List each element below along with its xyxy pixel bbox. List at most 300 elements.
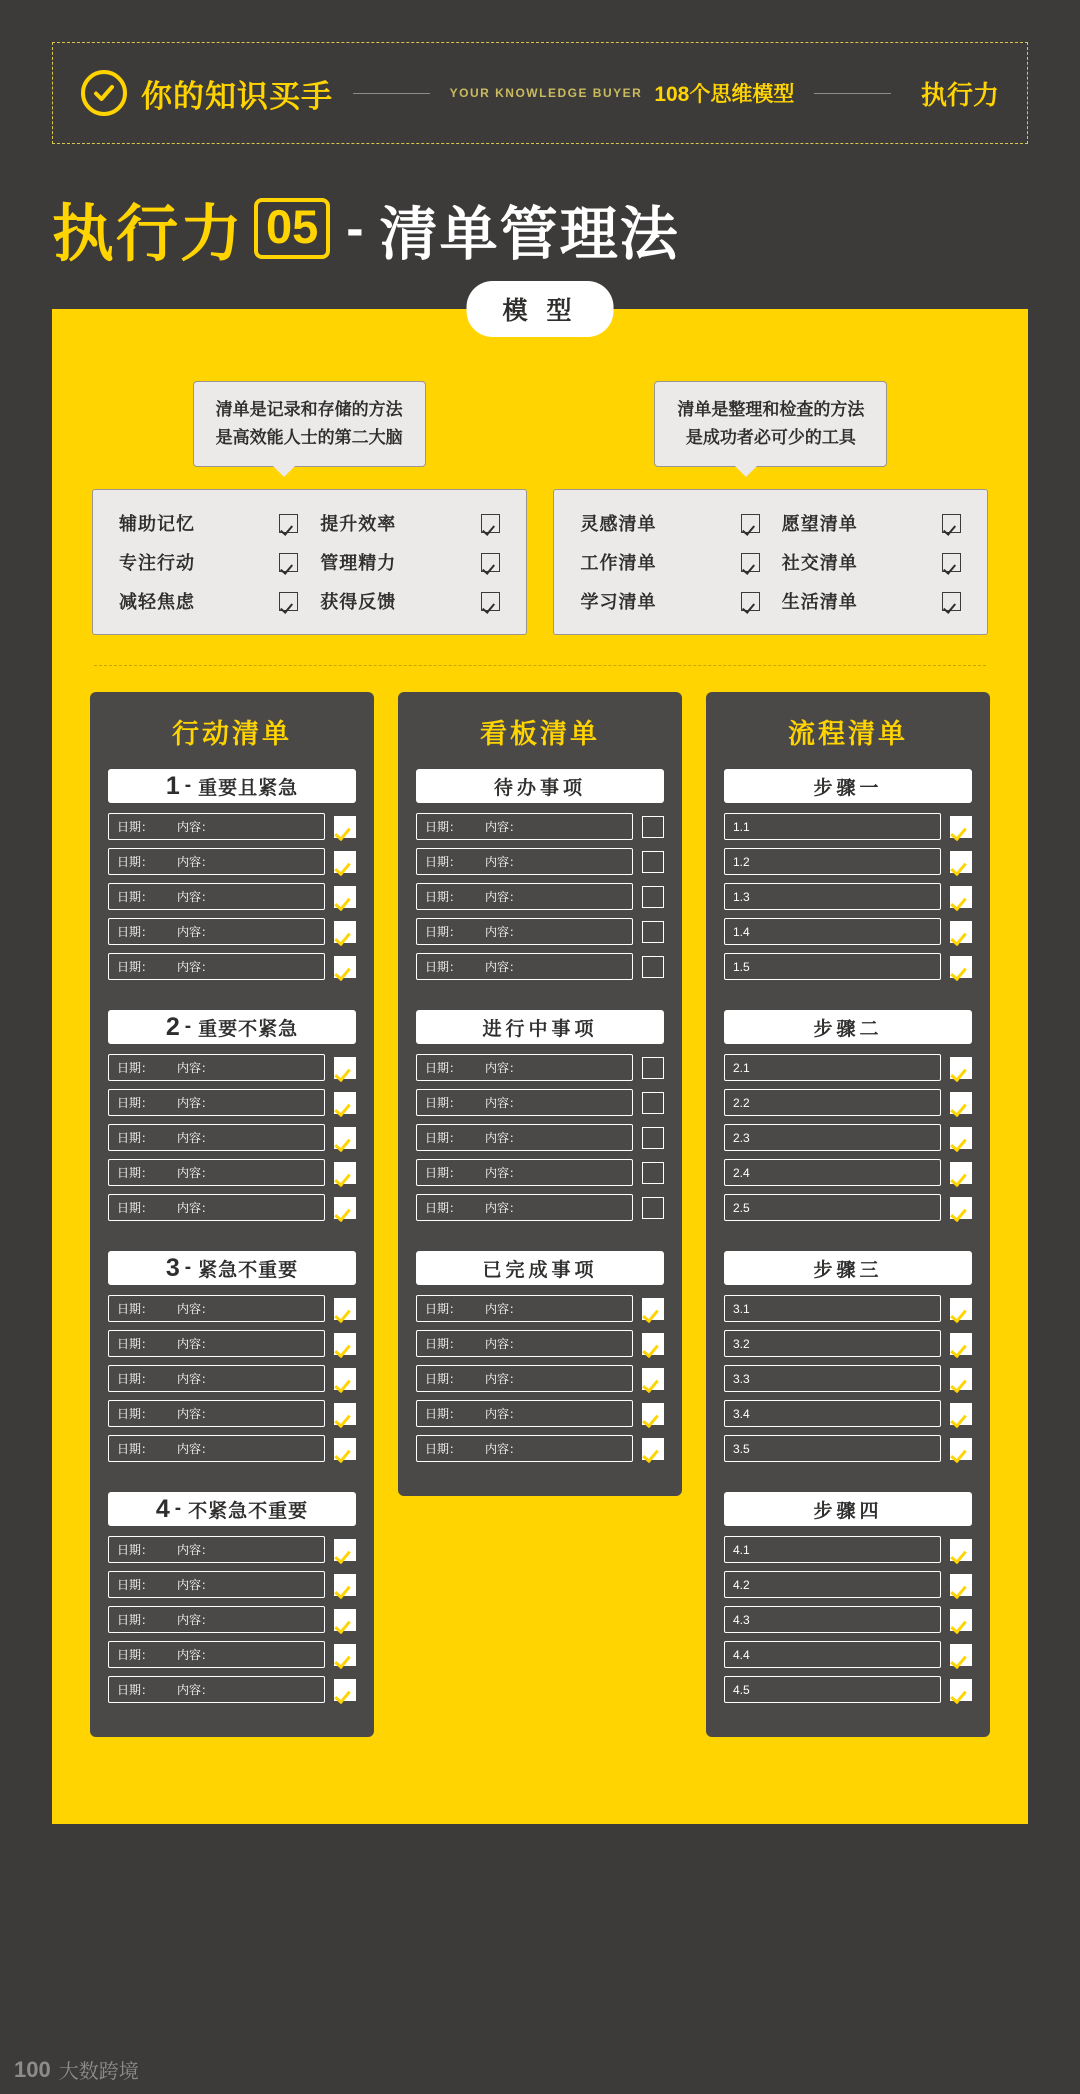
row-checkbox-icon[interactable]	[642, 921, 664, 943]
checklist-row[interactable]	[108, 1124, 356, 1151]
checkbox-icon[interactable]	[942, 553, 961, 572]
row-checkbox-icon[interactable]	[950, 851, 972, 873]
checklist-input[interactable]	[108, 953, 325, 980]
checklist-input[interactable]	[724, 1194, 941, 1221]
row-content-label: 内容：	[177, 1302, 214, 1317]
row-date-label: 日期：	[117, 1096, 154, 1111]
checklist-row[interactable]	[416, 953, 664, 980]
checklist-row[interactable]	[724, 1054, 972, 1081]
checklist-input[interactable]	[724, 953, 941, 980]
checklist-row[interactable]	[724, 1571, 972, 1598]
row-date-label: 日期：	[425, 1442, 462, 1457]
row-content-label: 内容：	[485, 890, 522, 905]
checklist-row[interactable]	[724, 883, 972, 910]
checklist-input[interactable]	[108, 1330, 325, 1357]
checklist-input[interactable]	[724, 1054, 941, 1081]
checkbox-item[interactable]	[119, 549, 298, 575]
benefits-card	[92, 489, 527, 635]
checklist-row[interactable]	[416, 918, 664, 945]
page-title-number: 05	[254, 198, 330, 259]
checklist-input[interactable]	[416, 883, 633, 910]
checklist-row[interactable]	[108, 953, 356, 980]
checklist-input[interactable]	[416, 1400, 633, 1427]
page-title-dash: -	[346, 199, 364, 258]
checkbox-icon[interactable]	[741, 553, 760, 572]
column-title: 行动清单	[172, 719, 292, 750]
row-checkbox-icon[interactable]	[642, 956, 664, 978]
section-dash: -	[184, 1257, 193, 1279]
checkbox-item[interactable]	[320, 549, 499, 575]
row-date-label: 日期：	[117, 1372, 154, 1387]
bubble-line-1: 清单是记录和存储的方法	[215, 400, 403, 419]
checklist-row[interactable]	[108, 813, 356, 840]
checklist-row[interactable]	[416, 1400, 664, 1427]
checklist-row[interactable]	[416, 883, 664, 910]
checklist-row[interactable]	[108, 1536, 356, 1563]
checklist-input[interactable]	[724, 1089, 941, 1116]
row-checkbox-icon[interactable]	[950, 886, 972, 908]
checklist-input[interactable]	[416, 1089, 633, 1116]
checkbox-item[interactable]	[119, 588, 298, 614]
checklist-row[interactable]	[416, 1435, 664, 1462]
row-checkbox-icon[interactable]	[334, 956, 356, 978]
checkbox-item[interactable]	[782, 510, 961, 536]
checklist-row[interactable]	[724, 848, 972, 875]
checklist-row[interactable]	[108, 1295, 356, 1322]
row-checkbox-icon[interactable]	[950, 1197, 972, 1219]
checklist-row[interactable]	[416, 813, 664, 840]
row-number-label: 2.4	[733, 1165, 750, 1180]
row-checkbox-icon[interactable]	[334, 1057, 356, 1079]
checklist-input[interactable]	[724, 1571, 941, 1598]
checklist-row[interactable]	[108, 1435, 356, 1462]
checklist-input[interactable]	[108, 1641, 325, 1668]
row-date-label: 日期：	[117, 1578, 154, 1593]
section-label: 步骤四	[813, 1500, 883, 1522]
checkbox-item[interactable]	[580, 549, 759, 575]
row-checkbox-icon[interactable]	[334, 921, 356, 943]
row-checkbox-icon[interactable]	[950, 1644, 972, 1666]
checklist-row[interactable]	[108, 1641, 356, 1668]
row-checkbox-icon[interactable]	[334, 1127, 356, 1149]
checklist-row[interactable]	[416, 1089, 664, 1116]
checklist-input[interactable]	[724, 1330, 941, 1357]
checklist-input[interactable]	[724, 848, 941, 875]
checkbox-item[interactable]	[580, 588, 759, 614]
checklist-row[interactable]	[108, 1571, 356, 1598]
checklist-row[interactable]	[724, 1435, 972, 1462]
row-number-label: 1.3	[733, 889, 750, 904]
row-date-label: 日期：	[117, 1407, 154, 1422]
checklist-input[interactable]	[724, 1295, 941, 1322]
checklist-input[interactable]	[416, 848, 633, 875]
checkbox-icon[interactable]	[279, 553, 298, 572]
row-checkbox-icon[interactable]	[950, 1679, 972, 1701]
row-date-label: 日期：	[117, 925, 154, 940]
row-number-label: 4.3	[733, 1612, 750, 1627]
checklist-input[interactable]	[724, 1676, 941, 1703]
panel-divider	[94, 665, 986, 666]
checklist-input[interactable]	[416, 1365, 633, 1392]
row-date-label: 日期：	[117, 1683, 154, 1698]
row-number-label: 4.4	[733, 1647, 750, 1662]
row-number-label: 4.1	[733, 1542, 750, 1557]
row-checkbox-icon[interactable]	[950, 1609, 972, 1631]
header-divider-left	[353, 93, 430, 94]
checklist-row[interactable]	[108, 1330, 356, 1357]
checklist-input[interactable]	[108, 883, 325, 910]
section-dash: -	[184, 775, 193, 797]
section-spacer	[108, 1470, 356, 1492]
row-checkbox-icon[interactable]	[642, 1092, 664, 1114]
checkbox-item[interactable]	[782, 588, 961, 614]
row-date-label: 日期：	[425, 1407, 462, 1422]
row-checkbox-icon[interactable]	[950, 1162, 972, 1184]
checklist-row[interactable]	[108, 848, 356, 875]
row-checkbox-icon[interactable]	[950, 956, 972, 978]
row-checkbox-icon[interactable]	[334, 1574, 356, 1596]
row-date-label: 日期：	[117, 820, 154, 835]
checklist-row[interactable]	[108, 1089, 356, 1116]
checkbox-label: 专注行动	[119, 553, 195, 574]
checklist-input[interactable]	[416, 918, 633, 945]
row-content-label: 内容：	[177, 855, 214, 870]
checklist-input[interactable]	[108, 1295, 325, 1322]
checklist-row[interactable]	[724, 1676, 972, 1703]
row-checkbox-icon[interactable]	[334, 1679, 356, 1701]
row-checkbox-icon[interactable]	[950, 921, 972, 943]
checklist-row[interactable]	[416, 1194, 664, 1221]
section-label: 紧急不重要	[198, 1259, 299, 1281]
checklist-input[interactable]	[416, 1435, 633, 1462]
row-date-label: 日期：	[425, 1061, 462, 1076]
row-date-label: 日期：	[117, 1648, 154, 1663]
checklist-input[interactable]	[724, 1641, 941, 1668]
checkbox-icon[interactable]	[279, 514, 298, 533]
checkbox-label: 减轻焦虑	[119, 592, 195, 613]
section-label: 步骤二	[813, 1018, 883, 1040]
row-number-label: 2.3	[733, 1130, 750, 1145]
checklist-column	[90, 692, 374, 1737]
row-content-label: 内容：	[177, 925, 214, 940]
checklist-input[interactable]	[416, 813, 633, 840]
bubble-row	[90, 367, 990, 467]
checklist-row[interactable]	[724, 1089, 972, 1116]
checklist-input[interactable]	[416, 1054, 633, 1081]
checklist-input[interactable]	[108, 1159, 325, 1186]
checkbox-card-row	[90, 489, 990, 635]
checkbox-label: 愿望清单	[781, 514, 858, 535]
row-date-label: 日期：	[117, 1201, 154, 1216]
checklist-input[interactable]	[108, 1054, 325, 1081]
checklist-input[interactable]	[108, 1606, 325, 1633]
section-spacer	[108, 988, 356, 1010]
checkbox-icon[interactable]	[741, 514, 760, 533]
checklist-input[interactable]	[416, 1330, 633, 1357]
checklist-input[interactable]	[416, 1159, 633, 1186]
checklist-row[interactable]	[724, 1295, 972, 1322]
checklist-row[interactable]	[724, 1400, 972, 1427]
checklist-input[interactable]	[108, 1194, 325, 1221]
row-number-label: 2.1	[733, 1060, 750, 1075]
row-checkbox-icon[interactable]	[334, 1539, 356, 1561]
watermark	[14, 2055, 139, 2084]
check-circle-icon	[81, 70, 127, 116]
checkbox-icon[interactable]	[942, 592, 961, 611]
row-date-label: 日期：	[117, 855, 154, 870]
checklist-row[interactable]	[416, 1295, 664, 1322]
section-header	[416, 1010, 664, 1044]
model-pill: 模 型	[467, 281, 614, 337]
row-content-label: 内容：	[177, 1061, 214, 1076]
row-content-label: 内容：	[177, 1578, 214, 1593]
row-checkbox-icon[interactable]	[642, 1438, 664, 1460]
checkbox-item[interactable]	[119, 510, 298, 536]
section-label: 步骤一	[813, 777, 883, 799]
header-band	[52, 42, 1028, 144]
checklist-input[interactable]	[416, 953, 633, 980]
checklist-input[interactable]	[724, 813, 941, 840]
checkbox-label: 生活清单	[781, 592, 858, 613]
row-checkbox-icon[interactable]	[950, 1403, 972, 1425]
checklist-row[interactable]	[416, 1365, 664, 1392]
checklist-row[interactable]	[108, 883, 356, 910]
row-checkbox-icon[interactable]	[642, 1162, 664, 1184]
checklist-row[interactable]	[724, 953, 972, 980]
row-content-label: 内容：	[485, 1096, 522, 1111]
checklist-row[interactable]	[108, 1606, 356, 1633]
checklist-input[interactable]	[108, 1400, 325, 1427]
row-checkbox-icon[interactable]	[334, 1197, 356, 1219]
checklist-input[interactable]	[724, 1606, 941, 1633]
row-checkbox-icon[interactable]	[950, 1057, 972, 1079]
row-checkbox-icon[interactable]	[334, 886, 356, 908]
checklist-input[interactable]	[108, 1089, 325, 1116]
page-title	[52, 184, 1080, 273]
row-checkbox-icon[interactable]	[950, 1368, 972, 1390]
checkbox-icon[interactable]	[481, 553, 500, 572]
row-number-label: 1.2	[733, 854, 750, 869]
column-title: 流程清单	[788, 719, 908, 750]
checklist-row[interactable]	[108, 1054, 356, 1081]
section-label: 进行中事项	[482, 1018, 598, 1040]
row-number-label: 3.4	[733, 1406, 750, 1421]
bubble-col-right	[558, 381, 984, 467]
checklist-input[interactable]	[724, 883, 941, 910]
checklist-input[interactable]	[416, 1295, 633, 1322]
row-checkbox-icon[interactable]	[642, 1127, 664, 1149]
row-date-label: 日期：	[425, 820, 462, 835]
section-header	[108, 1251, 356, 1285]
section-label: 不紧急不重要	[188, 1500, 309, 1522]
section-label: 已完成事项	[482, 1259, 598, 1281]
row-content-label: 内容：	[177, 1543, 214, 1558]
section-header	[108, 1492, 356, 1526]
row-number-label: 3.5	[733, 1441, 750, 1456]
english-tagline: YOUR KNOWLEDGE BUYER	[449, 86, 643, 100]
checkbox-icon[interactable]	[942, 514, 961, 533]
row-content-label: 内容：	[485, 925, 522, 940]
row-checkbox-icon[interactable]	[642, 851, 664, 873]
row-date-label: 日期：	[425, 1096, 462, 1111]
row-checkbox-icon[interactable]	[950, 1333, 972, 1355]
row-checkbox-icon[interactable]	[642, 1333, 664, 1355]
section-dash: -	[174, 1498, 183, 1520]
section-number: 2	[165, 1012, 181, 1041]
row-date-label: 日期：	[425, 1131, 462, 1146]
checklist-input[interactable]	[724, 1365, 941, 1392]
row-checkbox-icon[interactable]	[642, 1057, 664, 1079]
checklist-row[interactable]	[416, 848, 664, 875]
row-number-label: 2.2	[733, 1095, 750, 1110]
row-content-label: 内容：	[485, 1372, 522, 1387]
checklist-row[interactable]	[108, 1159, 356, 1186]
row-checkbox-icon[interactable]	[642, 1368, 664, 1390]
bubble-line-2: 是高效能人士的第二大脑	[215, 428, 403, 448]
section-spacer	[724, 1229, 972, 1251]
checklist-input[interactable]	[108, 1365, 325, 1392]
checklist-input[interactable]	[108, 1124, 325, 1151]
watermark-text: 大数跨境	[58, 2061, 139, 2083]
section-dash: -	[184, 1016, 193, 1038]
checklist-row[interactable]	[724, 1159, 972, 1186]
checkbox-item[interactable]	[580, 510, 759, 536]
row-number-label: 4.5	[733, 1682, 750, 1697]
row-content-label: 内容：	[485, 1166, 522, 1181]
brand-name: 你的知识买手	[141, 78, 333, 114]
checklist-input[interactable]	[108, 1435, 325, 1462]
row-checkbox-icon[interactable]	[642, 886, 664, 908]
row-content-label: 内容：	[177, 1337, 214, 1352]
row-content-label: 内容：	[485, 1442, 522, 1457]
checklist-row[interactable]	[724, 1536, 972, 1563]
checklist-input[interactable]	[724, 1435, 941, 1462]
row-checkbox-icon[interactable]	[642, 1403, 664, 1425]
section-header	[724, 769, 972, 803]
row-checkbox-icon[interactable]	[950, 1127, 972, 1149]
checklist-input[interactable]	[416, 1124, 633, 1151]
row-checkbox-icon[interactable]	[950, 816, 972, 838]
checklist-input[interactable]	[724, 918, 941, 945]
row-content-label: 内容：	[177, 1131, 214, 1146]
section-number: 3	[165, 1253, 181, 1282]
checkbox-icon[interactable]	[279, 592, 298, 611]
row-checkbox-icon[interactable]	[334, 816, 356, 838]
checklist-row[interactable]	[724, 1606, 972, 1633]
checklist-row[interactable]	[724, 1641, 972, 1668]
checklist-input[interactable]	[108, 1536, 325, 1563]
card-grid	[580, 510, 961, 614]
row-date-label: 日期：	[117, 1337, 154, 1352]
checklist-input[interactable]	[724, 1124, 941, 1151]
row-checkbox-icon[interactable]	[950, 1574, 972, 1596]
row-checkbox-icon[interactable]	[334, 1092, 356, 1114]
row-content-label: 内容：	[177, 1648, 214, 1663]
checklist-input[interactable]	[108, 848, 325, 875]
row-checkbox-icon[interactable]	[950, 1438, 972, 1460]
checklist-input[interactable]	[108, 1571, 325, 1598]
checkbox-icon[interactable]	[481, 592, 500, 611]
checkbox-item[interactable]	[320, 510, 499, 536]
checklist-input[interactable]	[416, 1194, 633, 1221]
row-checkbox-icon[interactable]	[334, 851, 356, 873]
checkbox-icon[interactable]	[741, 592, 760, 611]
row-checkbox-icon[interactable]	[334, 1298, 356, 1320]
checklist-input[interactable]	[108, 918, 325, 945]
checkbox-item[interactable]	[782, 549, 961, 575]
section-number: 1	[165, 771, 181, 800]
row-date-label: 日期：	[425, 1201, 462, 1216]
row-checkbox-icon[interactable]	[334, 1333, 356, 1355]
checklist-input[interactable]	[108, 1676, 325, 1703]
checklist-row[interactable]	[416, 1054, 664, 1081]
checklist-row[interactable]	[108, 1365, 356, 1392]
checklist-row[interactable]	[108, 918, 356, 945]
row-content-label: 内容：	[485, 1407, 522, 1422]
section-header	[416, 769, 664, 803]
checklist-row[interactable]	[108, 1194, 356, 1221]
page-title-sub: 清单管理法	[379, 201, 680, 267]
row-checkbox-icon[interactable]	[334, 1644, 356, 1666]
row-date-label: 日期：	[425, 1302, 462, 1317]
row-date-label: 日期：	[117, 1131, 154, 1146]
row-checkbox-icon[interactable]	[334, 1438, 356, 1460]
checkbox-icon[interactable]	[481, 514, 500, 533]
row-content-label: 内容：	[177, 1201, 214, 1216]
row-date-label: 日期：	[117, 960, 154, 975]
row-checkbox-icon[interactable]	[642, 1197, 664, 1219]
row-checkbox-icon[interactable]	[950, 1539, 972, 1561]
checklist-row[interactable]	[724, 1365, 972, 1392]
checklist-row[interactable]	[724, 918, 972, 945]
checklist-row[interactable]	[108, 1400, 356, 1427]
row-checkbox-icon[interactable]	[950, 1298, 972, 1320]
checklist-input[interactable]	[108, 813, 325, 840]
row-checkbox-icon[interactable]	[334, 1162, 356, 1184]
types-card	[553, 489, 988, 635]
row-date-label: 日期：	[425, 960, 462, 975]
definition-bubble-2	[654, 381, 887, 467]
checklist-input[interactable]	[724, 1159, 941, 1186]
row-checkbox-icon[interactable]	[642, 1298, 664, 1320]
checklist-row[interactable]	[724, 1330, 972, 1357]
row-checkbox-icon[interactable]	[334, 1403, 356, 1425]
row-checkbox-icon[interactable]	[642, 816, 664, 838]
row-date-label: 日期：	[425, 890, 462, 905]
row-number-label: 1.1	[733, 819, 750, 834]
category-tag: 执行力	[920, 79, 999, 110]
checkbox-label: 管理精力	[320, 553, 397, 574]
checklist-row[interactable]	[724, 1194, 972, 1221]
checklist-row[interactable]	[108, 1676, 356, 1703]
checklist-row[interactable]	[416, 1330, 664, 1357]
checklist-input[interactable]	[724, 1536, 941, 1563]
footer-note: 个人精进成长力模型	[445, 1768, 635, 1790]
row-checkbox-icon[interactable]	[950, 1092, 972, 1114]
checklist-row[interactable]	[416, 1159, 664, 1186]
checklist-row[interactable]	[724, 813, 972, 840]
checkbox-label: 社交清单	[781, 553, 858, 574]
bubble-line-2: 是成功者必可少的工具	[685, 428, 856, 448]
row-number-label: 1.5	[733, 959, 750, 974]
row-date-label: 日期：	[117, 1061, 154, 1076]
row-checkbox-icon[interactable]	[334, 1609, 356, 1631]
checklist-row[interactable]	[724, 1124, 972, 1151]
checklist-row[interactable]	[416, 1124, 664, 1151]
checklist-input[interactable]	[724, 1400, 941, 1427]
checkbox-item[interactable]	[320, 588, 499, 614]
row-checkbox-icon[interactable]	[334, 1368, 356, 1390]
